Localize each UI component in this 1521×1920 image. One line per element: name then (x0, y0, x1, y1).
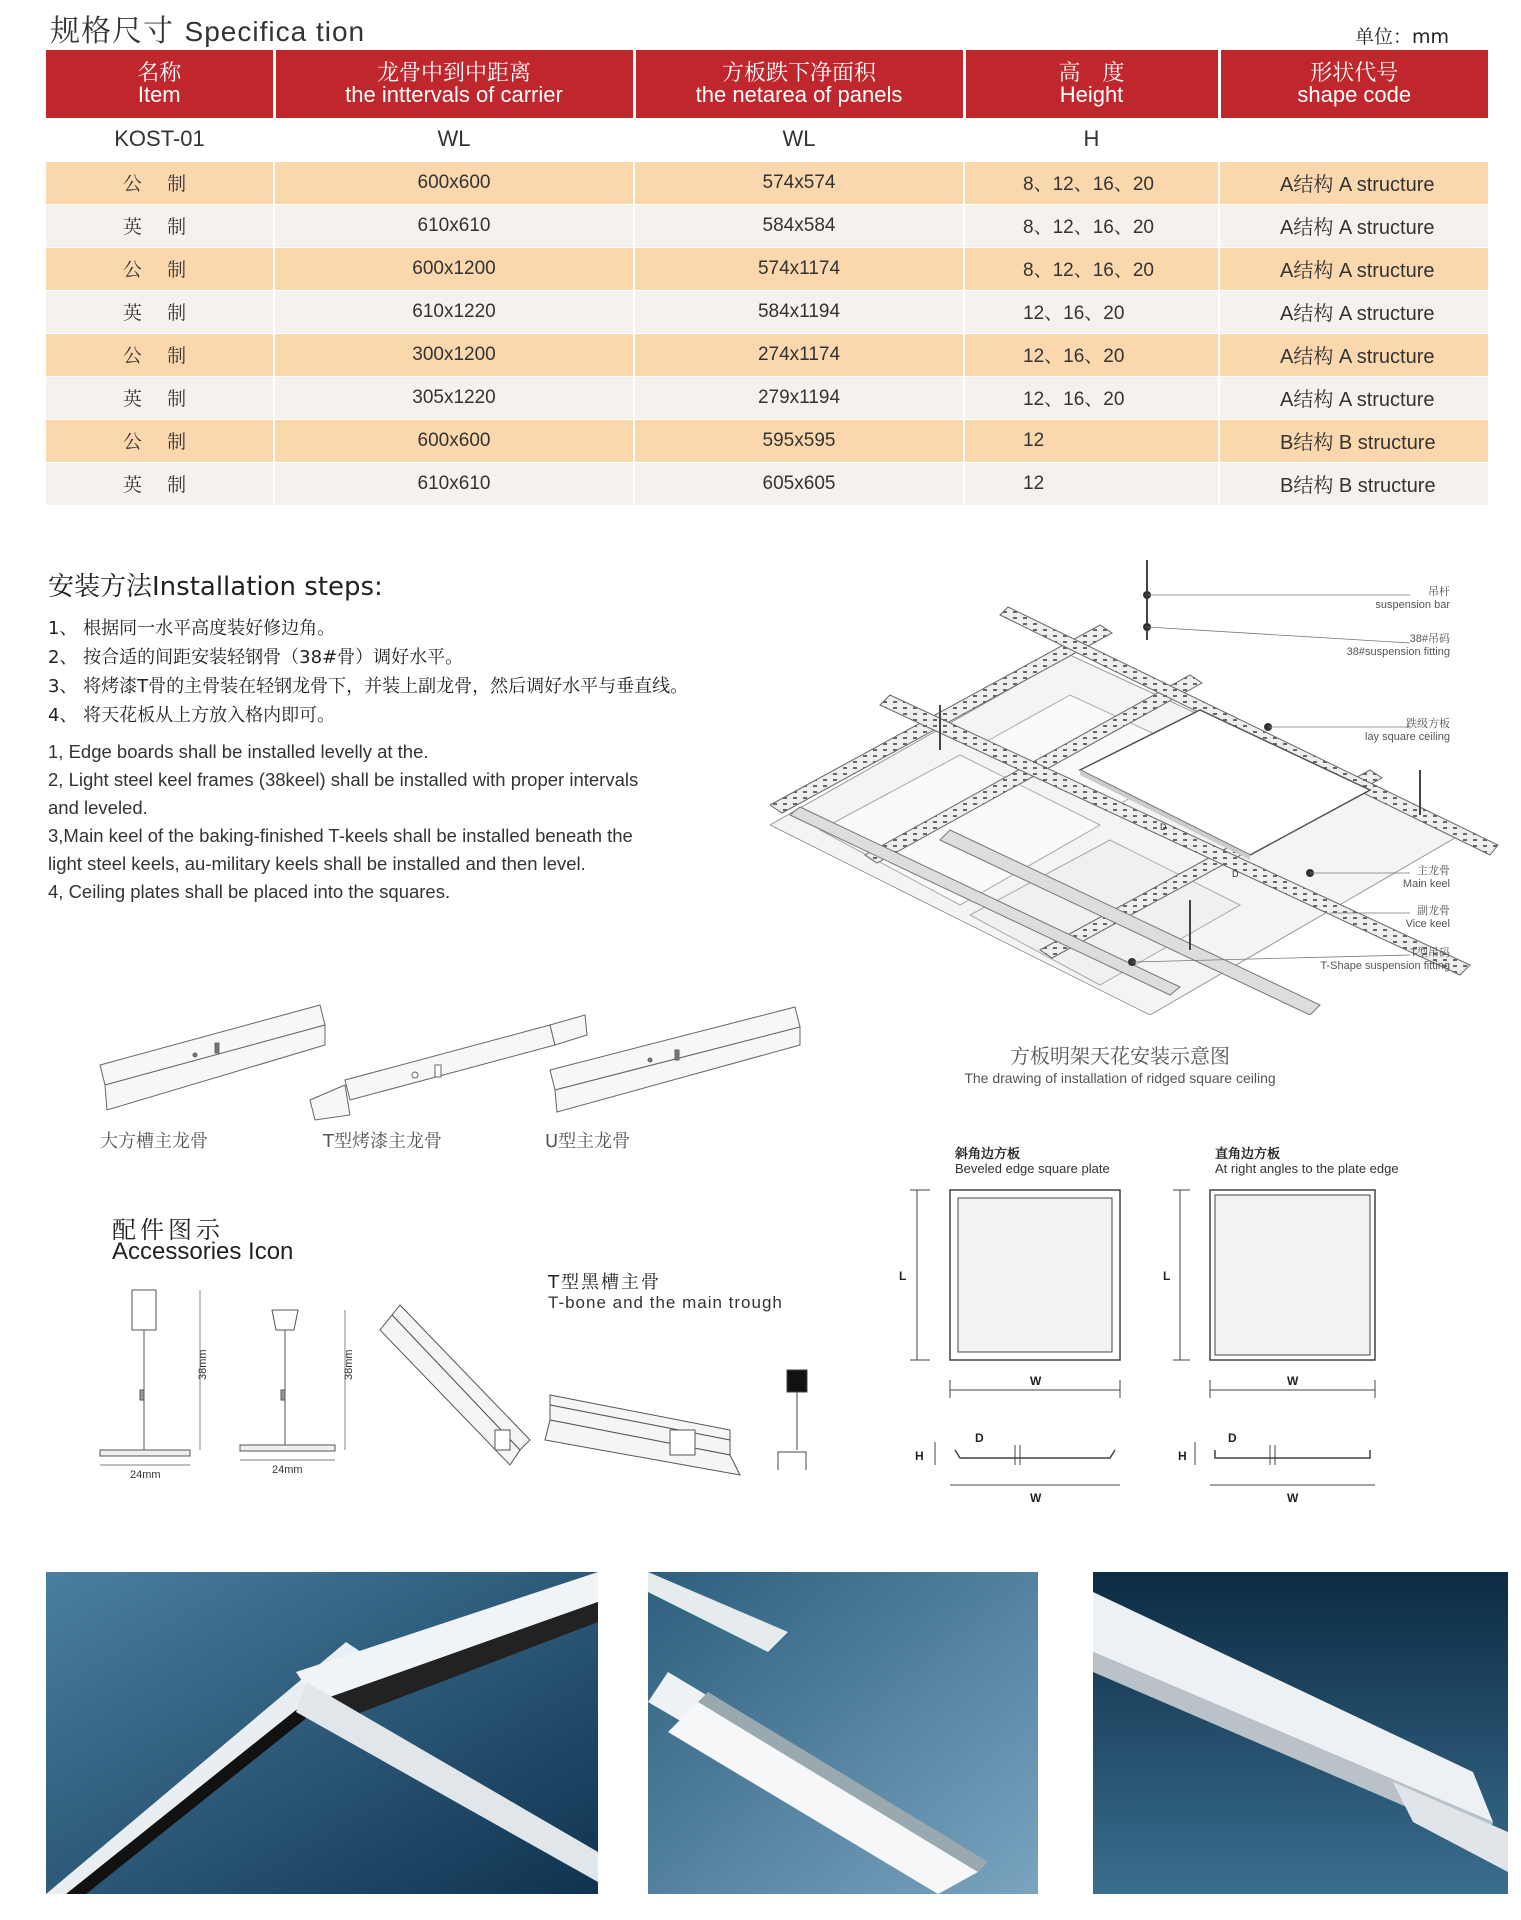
title-en: Specifica tion (184, 16, 366, 47)
table-cell: A结构 A structure (1219, 376, 1488, 419)
dim-h-2: H (1178, 1449, 1187, 1463)
dim-w-4: W (1287, 1491, 1299, 1505)
label-suspension-bar: 吊杆 suspension bar (1375, 586, 1450, 611)
table-cell: 12 (964, 462, 1219, 505)
table-cell: 12、16、20 (964, 333, 1219, 376)
tbone-title-en: T-bone and the main trough (548, 1293, 783, 1312)
table-row (46, 462, 1488, 505)
table-cell: 英 制 (46, 290, 274, 333)
dim-w-2: W (1287, 1374, 1299, 1388)
table-cell: 公 制 (46, 419, 274, 462)
diagram-caption-en: The drawing of installation of ridged square ceiling (964, 1070, 1276, 1086)
label-vice-keel: 副龙骨 Vice keel (1405, 905, 1450, 930)
column-header-zh: 形状代号 (1310, 60, 1399, 85)
dim-width-2: 24mm (272, 1464, 303, 1476)
column-header-en: the netarea of panels (695, 82, 903, 107)
panel-mark-d2: D (1232, 869, 1239, 879)
step-zh: 1、 根据同一水平高度装好修边角。 (48, 618, 336, 639)
title-zh: 规格尺寸 (50, 14, 174, 49)
spec-table (46, 50, 1488, 506)
plate-drawings (895, 1180, 1415, 1510)
photo-keel-closeup (1093, 1572, 1508, 1894)
page-title (50, 6, 365, 50)
table-cell: B结构 B structure (1219, 419, 1488, 462)
column-header-zh: 方板跌下净面积 (721, 60, 876, 85)
beveled-title-en: Beveled edge square plate (955, 1161, 1110, 1176)
table-cell: 600x600 (274, 161, 634, 204)
dim-height-2: 38mm (343, 1349, 355, 1380)
column-header-en: the inttervals of carrier (345, 82, 563, 107)
label-t-fitting: T型吊码 T-Shape suspension fitting (1320, 947, 1450, 972)
subheader-cell: KOST-01 (46, 118, 274, 161)
label-lay-square: 跌级方板 lay square ceiling (1365, 718, 1450, 743)
photo-grid-joint (46, 1572, 598, 1894)
table-cell: 574x1174 (634, 247, 964, 290)
column-header-en: Item (137, 82, 181, 107)
label-38-fitting: 38#吊码 38#suspension fitting (1346, 633, 1450, 658)
label-main-keel: 主龙骨 Main keel (1402, 865, 1450, 890)
table-cell: 584x1194 (634, 290, 964, 333)
table-cell: 12 (964, 419, 1219, 462)
table-cell: A结构 A structure (1219, 204, 1488, 247)
column-header-en: shape code (1297, 82, 1412, 107)
t-paint-keel (310, 1015, 587, 1120)
column-header (634, 50, 964, 118)
column-header (964, 50, 1219, 118)
table-cell: 305x1220 (274, 376, 634, 419)
table-cell: A结构 A structure (1219, 247, 1488, 290)
table-cell: A结构 A structure (1219, 161, 1488, 204)
step-en: 3,Main keel of the baking-finished T-keels shall be installed beneath the light steel keels, au-military keels shall be installed and then level. (48, 825, 633, 874)
table-row (46, 376, 1488, 419)
keel-label-1: 大方槽主龙骨 (100, 1131, 208, 1152)
table-cell: 8、12、16、20 (964, 161, 1219, 204)
table-cell: 300x1200 (274, 333, 634, 376)
dim-d-2: D (1228, 1431, 1237, 1445)
right-title-en: At right angles to the plate edge (1215, 1161, 1399, 1176)
steps-en (48, 738, 648, 906)
table-cell: 公 制 (46, 333, 274, 376)
spec-header-row (46, 50, 1488, 118)
table-cell: 英 制 (46, 376, 274, 419)
step-en: 2, Light steel keel frames (38keel) shall be installed with proper intervals and leveled. (48, 769, 639, 818)
dim-width-1: 24mm (130, 1469, 161, 1480)
table-cell: 公 制 (46, 161, 274, 204)
panel-mark-d1: D (1160, 822, 1167, 832)
table-cell: 574x574 (634, 161, 964, 204)
step-zh: 3、 将烤漆T骨的主骨装在轻钢龙骨下，并装上副龙骨，然后调好水平与垂直线。 (48, 676, 689, 697)
table-cell: 600x600 (274, 419, 634, 462)
table-row (46, 333, 1488, 376)
dim-w-1: W (1030, 1374, 1042, 1388)
spec-body (46, 118, 1488, 505)
step-zh: 4、 将天花板从上方放入格内即可。 (48, 705, 336, 726)
accessories-title-zh: 配件图示 (112, 1216, 224, 1244)
table-cell: A结构 A structure (1219, 290, 1488, 333)
table-cell: 605x605 (634, 462, 964, 505)
dim-l-1: L (899, 1269, 907, 1283)
table-row (46, 204, 1488, 247)
table-cell: 584x584 (634, 204, 964, 247)
table-row (46, 247, 1488, 290)
table-cell: 274x1174 (634, 333, 964, 376)
keel-drawings (95, 985, 815, 1135)
spec-subheader-row (46, 118, 1488, 161)
table-cell: B结构 B structure (1219, 462, 1488, 505)
table-row (46, 290, 1488, 333)
column-header-zh: 高 度 (1058, 60, 1125, 85)
dim-height-1: 38mm (197, 1349, 209, 1380)
table-cell: 公 制 (46, 247, 274, 290)
table-cell: 英 制 (46, 462, 274, 505)
step-en: 1, Edge boards shall be installed levelly at the. (48, 741, 429, 762)
table-cell: 12、16、20 (964, 376, 1219, 419)
subheader-cell (1219, 118, 1488, 161)
column-header-en: Height (1059, 82, 1124, 107)
table-cell: 8、12、16、20 (964, 204, 1219, 247)
keel-label-2: T型烤漆主龙骨 (323, 1131, 442, 1152)
step-zh: 2、 按合适的间距安装轻钢骨（38#骨）调好水平。 (48, 647, 464, 668)
keel-label-3: U型主龙骨 (545, 1131, 631, 1152)
subheader-cell: WL (634, 118, 964, 161)
dim-l-2: L (1163, 1269, 1171, 1283)
u-keel (550, 1007, 800, 1112)
column-header (274, 50, 634, 118)
photo-keel-ends (648, 1572, 1038, 1894)
table-cell: 610x1220 (274, 290, 634, 333)
dim-d-1: D (975, 1431, 984, 1445)
accessories-title-en: Accessories Icon (112, 1238, 294, 1265)
table-cell: 610x610 (274, 462, 634, 505)
big-channel-keel (100, 1005, 325, 1110)
table-cell: A结构 A structure (1219, 333, 1488, 376)
subheader-cell: H (964, 118, 1219, 161)
table-cell: 610x610 (274, 204, 634, 247)
table-cell: 600x1200 (274, 247, 634, 290)
beveled-title-zh: 斜角边方板 (955, 1147, 1021, 1162)
column-header-zh: 龙骨中到中距离 (376, 60, 531, 85)
dim-h-1: H (915, 1449, 924, 1463)
table-cell: 英 制 (46, 204, 274, 247)
table-row (46, 419, 1488, 462)
column-header (1219, 50, 1488, 118)
table-cell: 12、16、20 (964, 290, 1219, 333)
installation-title: 安装方法Installation steps: (48, 572, 383, 602)
tbone-title-zh: T型黑槽主骨 (548, 1272, 661, 1293)
table-row (46, 161, 1488, 204)
dim-w-3: W (1030, 1491, 1042, 1505)
unit-label: 单位：mm (1355, 26, 1450, 48)
subheader-cell: WL (274, 118, 634, 161)
column-header (46, 50, 274, 118)
diagram-caption-zh: 方板明架天花安装示意图 (1010, 1044, 1230, 1068)
table-cell: 595x595 (634, 419, 964, 462)
column-header-zh: 名称 (137, 60, 182, 85)
right-title-zh: 直角边方板 (1215, 1147, 1281, 1162)
step-en: 4, Ceiling plates shall be placed into the squares. (48, 881, 451, 902)
table-cell: 8、12、16、20 (964, 247, 1219, 290)
table-cell: 279x1194 (634, 376, 964, 419)
steps-zh (48, 614, 688, 730)
